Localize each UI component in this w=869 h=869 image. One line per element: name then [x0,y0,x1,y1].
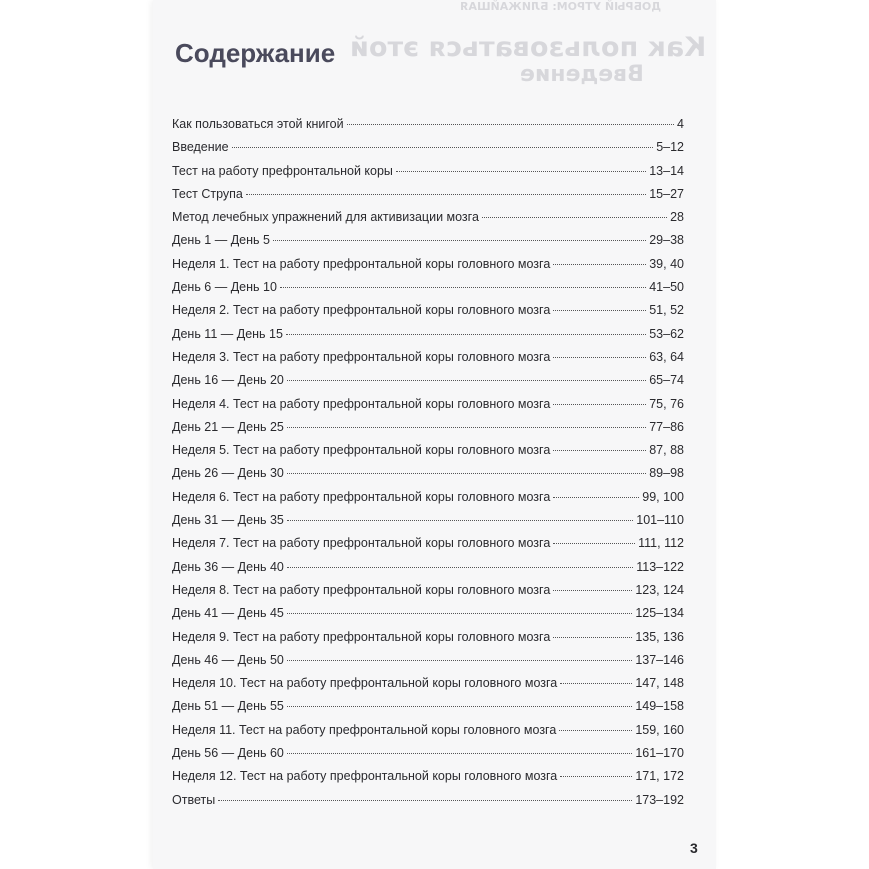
page-number: 3 [690,840,698,856]
toc-entry [172,416,684,439]
toc-entry-pages: 87, 88 [649,443,684,458]
dot-leader [560,683,632,684]
toc-entry [172,183,684,206]
toc-entry-pages: 111, 112 [638,536,684,551]
toc-entry-pages: 13–14 [649,163,684,178]
dot-leader [287,753,632,754]
toc-entry-pages: 173–192 [635,792,684,807]
toc-entry-pages: 39, 40 [649,256,684,271]
toc-entry [172,206,684,229]
toc-entry-pages: 29–38 [649,233,684,248]
toc-entry-label: Неделя 11. Тест на работу префронтальной коры головного мозга [172,722,557,737]
toc-entry [172,229,684,252]
dot-leader [287,567,633,568]
dot-leader [396,171,646,172]
bleed-line-2: Как пользоваться этой [350,32,707,63]
toc-entry-pages: 113–122 [636,559,684,574]
toc-entry-label: День 56 — День 60 [172,746,284,761]
toc-entry-label: День 21 — День 25 [172,419,284,434]
toc-entry [172,742,684,765]
toc-entry-pages: 15–27 [649,186,684,201]
dot-leader [287,380,646,381]
dot-leader [287,660,632,661]
dot-leader [560,776,632,777]
toc-entry-pages: 4 [677,117,684,131]
toc-entry-label: День 16 — День 20 [172,373,284,388]
toc-entry-label: Неделя 5. Тест на работу префронтальной коры головного мозга [172,443,551,458]
toc-entry [172,486,684,509]
toc-entry-pages: 41–50 [649,280,684,295]
toc-entry-label: День 46 — День 50 [172,652,284,667]
toc-entry [172,556,684,579]
dot-leader [553,404,646,405]
toc-entry [172,649,684,672]
toc-entry [172,719,684,742]
toc-entry-label: Неделя 1. Тест на работу префронтальной коры головного мозга [172,256,551,271]
dot-leader [553,264,646,265]
toc-entry [172,113,684,136]
toc-entry-label: День 26 — День 30 [172,466,284,481]
toc-entry-label: Неделя 7. Тест на работу префронтальной коры головного мозга [172,536,551,551]
toc-entry-pages: 77–86 [649,419,684,434]
bleed-line-1: ДОБРЫЙ УТРОМ: БЛИЖАЙШАЯ [460,0,662,13]
toc-entry-label: День 51 — День 55 [172,699,284,714]
toc-entry [172,532,684,555]
toc-entry-label: Неделя 3. Тест на работу префронтальной коры головного мозга [172,349,551,364]
dot-leader [286,334,646,335]
toc-entry-label: Неделя 8. Тест на работу префронтальной коры головного мозга [172,582,551,597]
toc-entry [172,602,684,625]
toc-entry-pages: 51, 52 [649,303,684,318]
toc-entry-label: Неделя 6. Тест на работу префронтальной коры головного мозга [172,489,551,504]
toc-entry-pages: 28 [670,210,684,225]
dot-leader [482,217,667,218]
toc-entry-label: День 31 — День 35 [172,513,284,528]
toc-entry-label: День 41 — День 45 [172,606,284,621]
dot-leader [246,194,646,195]
toc-entry [172,299,684,322]
toc-entry-pages: 123, 124 [635,582,684,597]
toc-entry [172,789,684,812]
dot-leader [553,590,632,591]
bleed-line-3: Введение [520,62,644,87]
toc-entry-pages: 161–170 [635,746,684,761]
toc-entry [172,346,684,369]
toc-entry-pages: 89–98 [649,466,684,481]
toc-entry [172,323,684,346]
toc-entry [172,695,684,718]
dot-leader [553,543,635,544]
toc-entry [172,369,684,392]
toc-entry [172,672,684,695]
toc-entry [172,462,684,485]
dot-leader [287,613,632,614]
dot-leader [553,637,632,638]
toc-entry [172,626,684,649]
dot-leader [553,310,646,311]
toc-entry [172,439,684,462]
toc-entry [172,253,684,276]
toc-entry-pages: 171, 172 [635,769,684,784]
toc-entry-label: День 36 — День 40 [172,559,284,574]
toc-entry-label: Метод лечебных упражнений для активизации мозга [172,210,479,225]
dot-leader [287,520,633,521]
toc-entry [172,765,684,788]
page-title: Содержание [175,38,336,68]
toc-entry-label: День 1 — День 5 [172,233,270,248]
dot-leader [347,124,675,125]
toc-entry-pages: 75, 76 [649,396,684,411]
bleed-through-text [350,0,707,87]
toc-entry-pages: 101–110 [636,513,684,528]
toc-entry-pages: 5–12 [656,140,684,155]
toc-entry-pages: 125–134 [635,606,684,621]
dot-leader [287,473,646,474]
dot-leader [553,497,639,498]
toc-entry [172,160,684,183]
toc-entry-pages: 159, 160 [635,722,684,737]
toc-entry-label: Неделя 2. Тест на работу префронтальной коры головного мозга [172,303,551,318]
toc-entry-label: День 11 — День 15 [172,326,283,341]
toc-entry-pages: 65–74 [649,373,684,388]
toc-entry-label: Тест Струпа [172,186,243,201]
toc-entry-label: Неделя 9. Тест на работу префронтальной коры головного мозга [172,629,551,644]
toc-entry [172,509,684,532]
toc-entry-pages: 137–146 [635,652,684,667]
toc-entry [172,276,684,299]
toc-entry-label: Тест на работу префронтальной коры [172,163,393,178]
dot-leader [287,706,632,707]
toc-entry-pages: 53–62 [649,326,684,341]
dot-leader [218,800,632,801]
dot-leader [232,147,654,148]
toc-entry-label: Введение [172,140,229,155]
dot-leader [553,450,646,451]
toc-entry-pages: 99, 100 [642,489,684,504]
table-of-contents [172,113,684,812]
toc-entry-pages: 63, 64 [649,349,684,364]
dot-leader [287,427,646,428]
toc-entry-label: Ответы [172,792,216,807]
toc-entry-pages: 149–158 [635,699,684,714]
toc-entry-label: Неделя 10. Тест на работу префронтальной коры головного мозга [172,676,558,691]
toc-entry-label: Как пользоваться этой книгой [172,117,344,131]
toc-entry [172,136,684,159]
toc-entry [172,579,684,602]
dot-leader [559,730,632,731]
dot-leader [553,357,646,358]
toc-entry-label: День 6 — День 10 [172,280,277,295]
dot-leader [280,287,646,288]
toc-entry-label: Неделя 12. Тест на работу префронтальной коры головного мозга [172,769,558,784]
toc-entry-pages: 147, 148 [635,676,684,691]
toc-entry [172,393,684,416]
toc-entry-label: Неделя 4. Тест на работу префронтальной коры головного мозга [172,396,551,411]
toc-entry-pages: 135, 136 [635,629,684,644]
dot-leader [273,240,646,241]
